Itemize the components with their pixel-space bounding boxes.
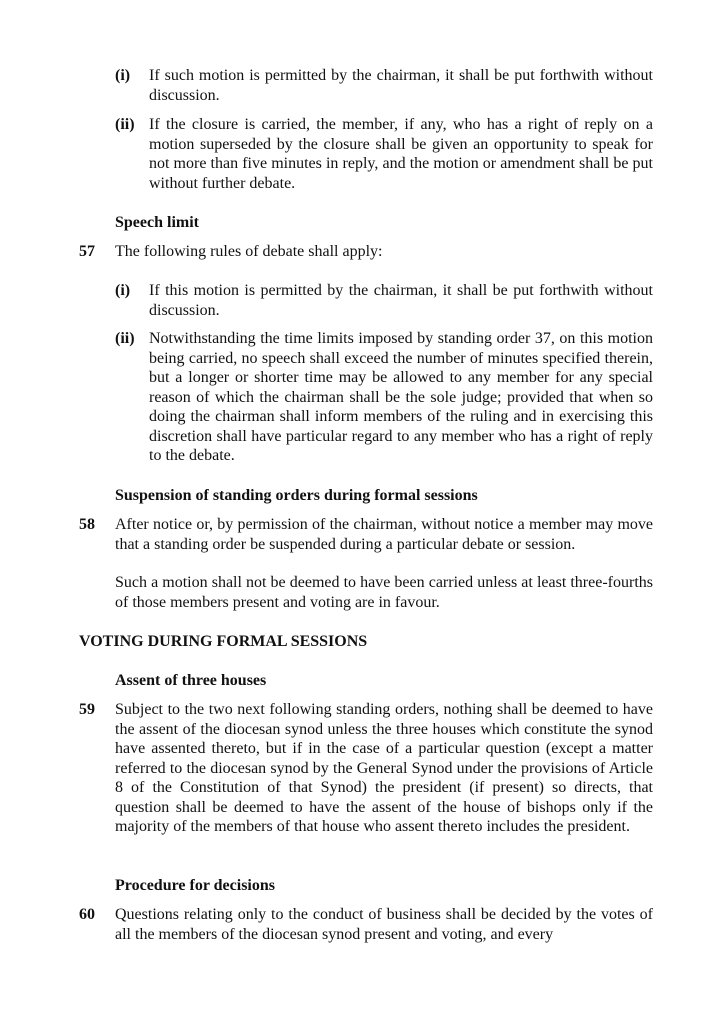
section-heading-voting: VOTING DURING FORMAL SESSIONS: [79, 633, 368, 650]
list-marker: (ii): [115, 330, 135, 347]
list-marker: (i): [115, 67, 131, 84]
order-number: 60: [79, 906, 95, 923]
standing-order-60: [79, 905, 653, 944]
list-item-text: If the closure is carried, the member, if any, who has a right of reply on a motion superseded by the closure shall be given an opportunity to speak for not more than five minutes in reply, and the motion or amendment shall be put without further debate.: [149, 116, 653, 192]
list-item-text: If such motion is permitted by the chairman, it shall be put forthwith without discussion.: [149, 67, 653, 104]
heading-procedure: Procedure for decisions: [115, 877, 275, 894]
standing-order-57: [79, 242, 653, 262]
list-item-text: Notwithstanding the time limits imposed by standing order 37, on this motion being carried, no speech shall exceed the number of minutes specified therein, but a longer or shorter time may be allowed to any member for any special reason of which the chairman shall be the sole judge; provided that when so doing the chairman shall inform members of the ruling and in exercising this discretion shall have particular regard to any member who has a right of reply to the debate.: [149, 330, 653, 464]
list-marker: (i): [115, 282, 131, 299]
order-text: Questions relating only to the conduct of business shall be decided by the votes of all the members of the diocesan synod present and voting, and every: [115, 906, 653, 943]
list-item-closure-ii: [115, 115, 653, 193]
heading-suspension: Suspension of standing orders during formal sessions: [115, 487, 478, 504]
heading-speech-limit: Speech limit: [115, 214, 199, 231]
paragraph-58-b: Such a motion shall not be deemed to have been carried unless at least three-fourths of those members present and voting are in favour.: [115, 574, 653, 611]
list-marker: (ii): [115, 116, 135, 133]
standing-order-59: [79, 700, 653, 837]
order-number: 59: [79, 701, 95, 718]
order-text: After notice or, by permission of the chairman, without notice a member may move that a standing order be suspended during a particular debate or session.: [115, 516, 653, 553]
list-item-57-ii: [115, 329, 653, 466]
order-text: The following rules of debate shall apply:: [115, 243, 383, 260]
list-item-57-i: [115, 281, 653, 320]
order-number: 58: [79, 516, 95, 533]
list-item-text: If this motion is permitted by the chairman, it shall be put forthwith without discussion.: [149, 282, 653, 319]
heading-assent: Assent of three houses: [115, 672, 267, 689]
order-number: 57: [79, 243, 95, 260]
standing-order-58: [79, 515, 653, 554]
order-text: Subject to the two next following standing orders, nothing shall be deemed to have the assent of the diocesan synod unless the three houses which constitute the synod have assented thereto, but if in the case of a particular question (except a matter referred to the diocesan synod by the General Synod under the provisions of Article 8 of the Constitution of that Synod) the president (if present) so directs, that question shall be deemed to have the assent of the house of bishops only if the majority of the members of that house who assent thereto includes the president.: [115, 701, 653, 835]
list-item-closure-i: [115, 66, 653, 105]
